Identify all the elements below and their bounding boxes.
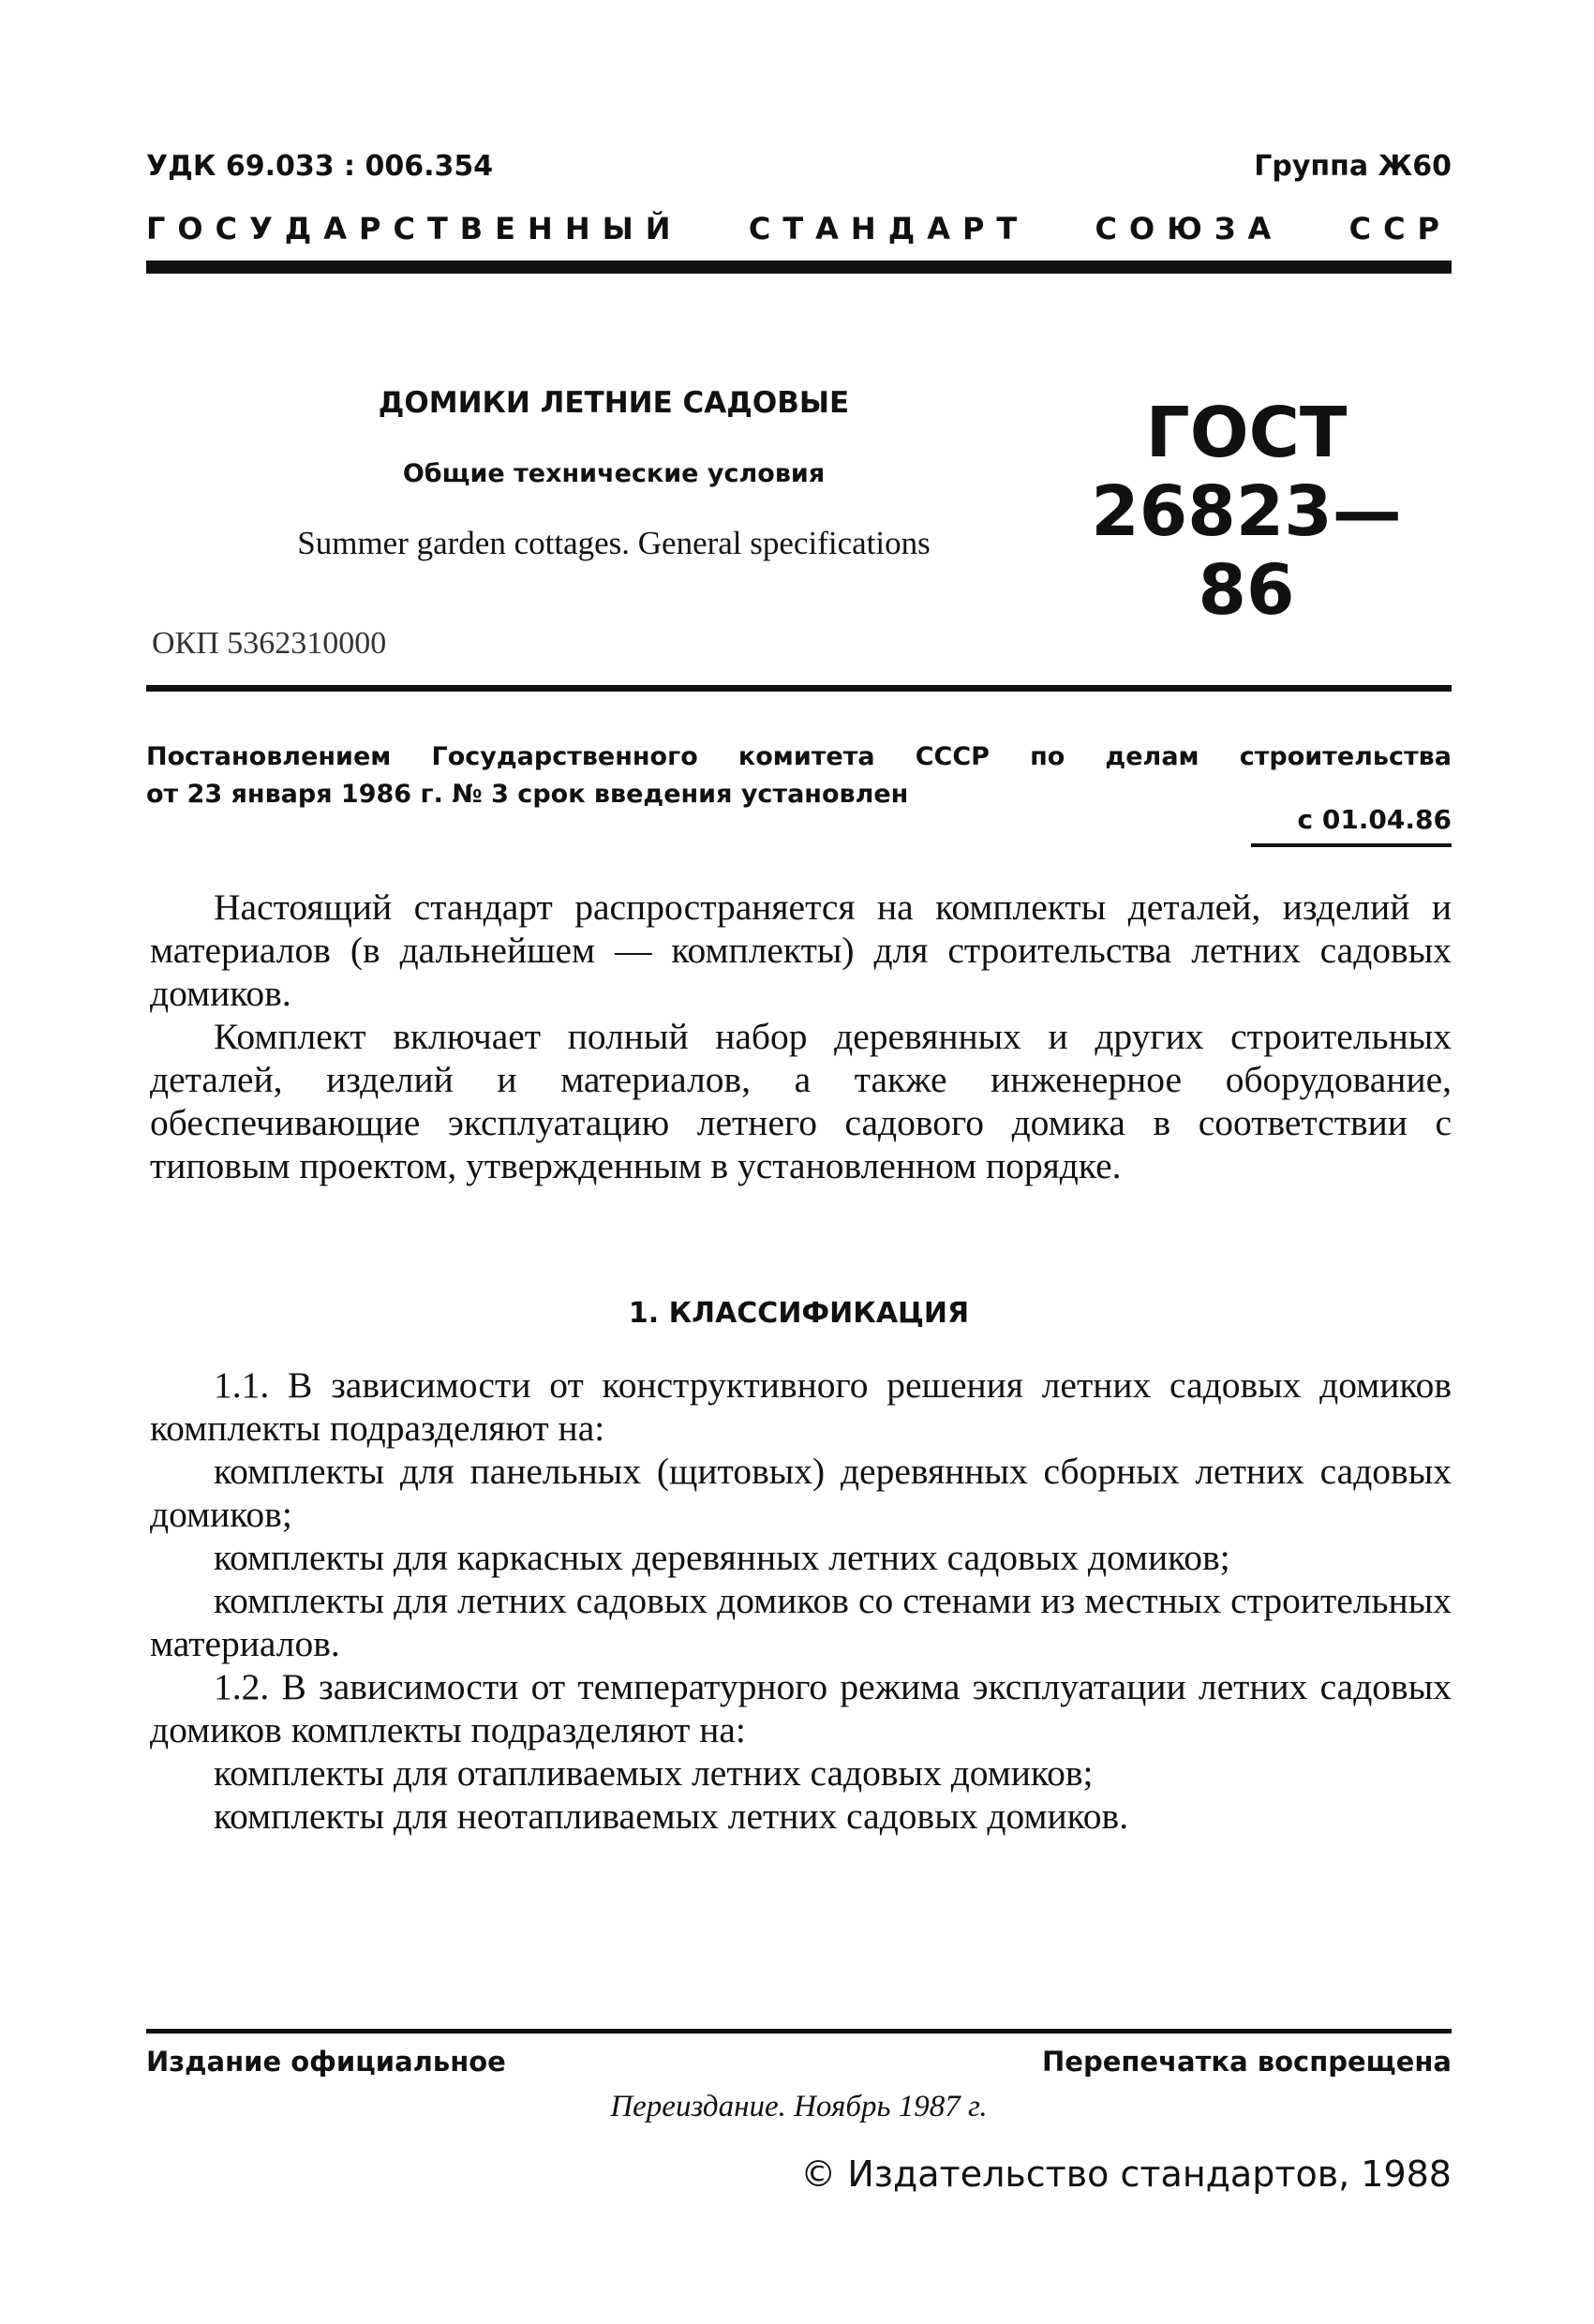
banner-word: ГОСУДАРСТВЕННЫЙ (146, 211, 683, 246)
document-subtitle: Общие технические условия (402, 459, 826, 488)
effective-date-underline (1251, 843, 1452, 847)
effective-date: с 01.04.86 (1297, 804, 1452, 835)
official-edition-label: Издание официальное (146, 2046, 506, 2078)
section-paragraph: комплекты для каркасных деревянных летних садовых домиков; (214, 1537, 1230, 1578)
section-heading: 1. КЛАССИФИКАЦИЯ (628, 1297, 970, 1330)
section-text (150, 1363, 1452, 1838)
section-paragraph: комплекты для отапливаемых летних садовых домиков; (214, 1752, 1094, 1794)
gost-label: ГОСТ (1145, 393, 1348, 473)
banner-word: ССР (1348, 211, 1452, 246)
state-standard-banner (146, 211, 1452, 246)
section-paragraph: 1.1. В зависимости от конструктивного решения летних садовых домиков комплекты подразделяют на: (150, 1364, 1452, 1449)
section-paragraph: комплекты для летних садовых домиков со стенами из местных строительных материалов. (150, 1580, 1452, 1664)
section-paragraph: комплекты для панельных (щитовых) деревянных сборных летних садовых домиков; (150, 1451, 1452, 1535)
intro-paragraph: Настоящий стандарт распространяется на комплекты деталей, изделий и материалов (в дальнейшем — комплекты) для строительства летних садовых домиков. (150, 886, 1452, 1014)
publisher-copyright: © Издательство стандартов, 1988 (800, 2153, 1452, 2195)
header-divider (146, 261, 1452, 274)
reprint-prohibited-label: Перепечатка воспрещена (1042, 2046, 1452, 2078)
decree-word: СССР (915, 742, 990, 771)
banner-word: СТАНДАРТ (748, 211, 1030, 246)
footer-divider (146, 2029, 1452, 2034)
decree-line-2: от 23 января 1986 г. № 3 срок введения установлен (146, 780, 909, 809)
section-paragraph: комплекты для неотапливаемых летних садовых домиков. (214, 1795, 1129, 1837)
decree-word: Постановлением (146, 742, 392, 771)
decree-word: делам (1105, 742, 1199, 771)
decree-word: строительства (1239, 742, 1452, 771)
group-code: Группа Ж60 (1254, 150, 1452, 183)
title-divider (146, 685, 1452, 692)
english-title: Summer garden cottages. General specifications (297, 525, 931, 561)
decree-word: комитета (737, 742, 875, 771)
decree-word: Государственного (431, 742, 698, 771)
okp-code: ОКП 5362310000 (152, 626, 387, 661)
reissue-note: Переиздание. Ноябрь 1987 г. (610, 2090, 988, 2123)
decree-word: по (1030, 742, 1065, 771)
gost-number: 26823—86 (1091, 471, 1402, 631)
decree-line-1 (146, 738, 1452, 776)
document-title: ДОМИКИ ЛЕТНИЕ САДОВЫЕ (378, 386, 850, 420)
section-paragraph: 1.2. В зависимости от температурного режима эксплуатации летних садовых домиков комплекты подразделяют на: (150, 1666, 1452, 1750)
decree-text (146, 738, 1452, 813)
banner-word: СОЮЗА (1095, 211, 1284, 246)
gost-designation (1068, 394, 1424, 630)
intro-paragraph: Комплект включает полный набор деревянных и других строительных деталей, изделий и материалов, а также инженерное оборудование, обеспечивающие эксплуатацию летнего садового домика в соответствии с типовым проектом, утвержденным в установленном порядке. (150, 1016, 1452, 1186)
intro-text (150, 886, 1452, 1187)
udk-code: УДК 69.033 : 006.354 (146, 150, 494, 183)
